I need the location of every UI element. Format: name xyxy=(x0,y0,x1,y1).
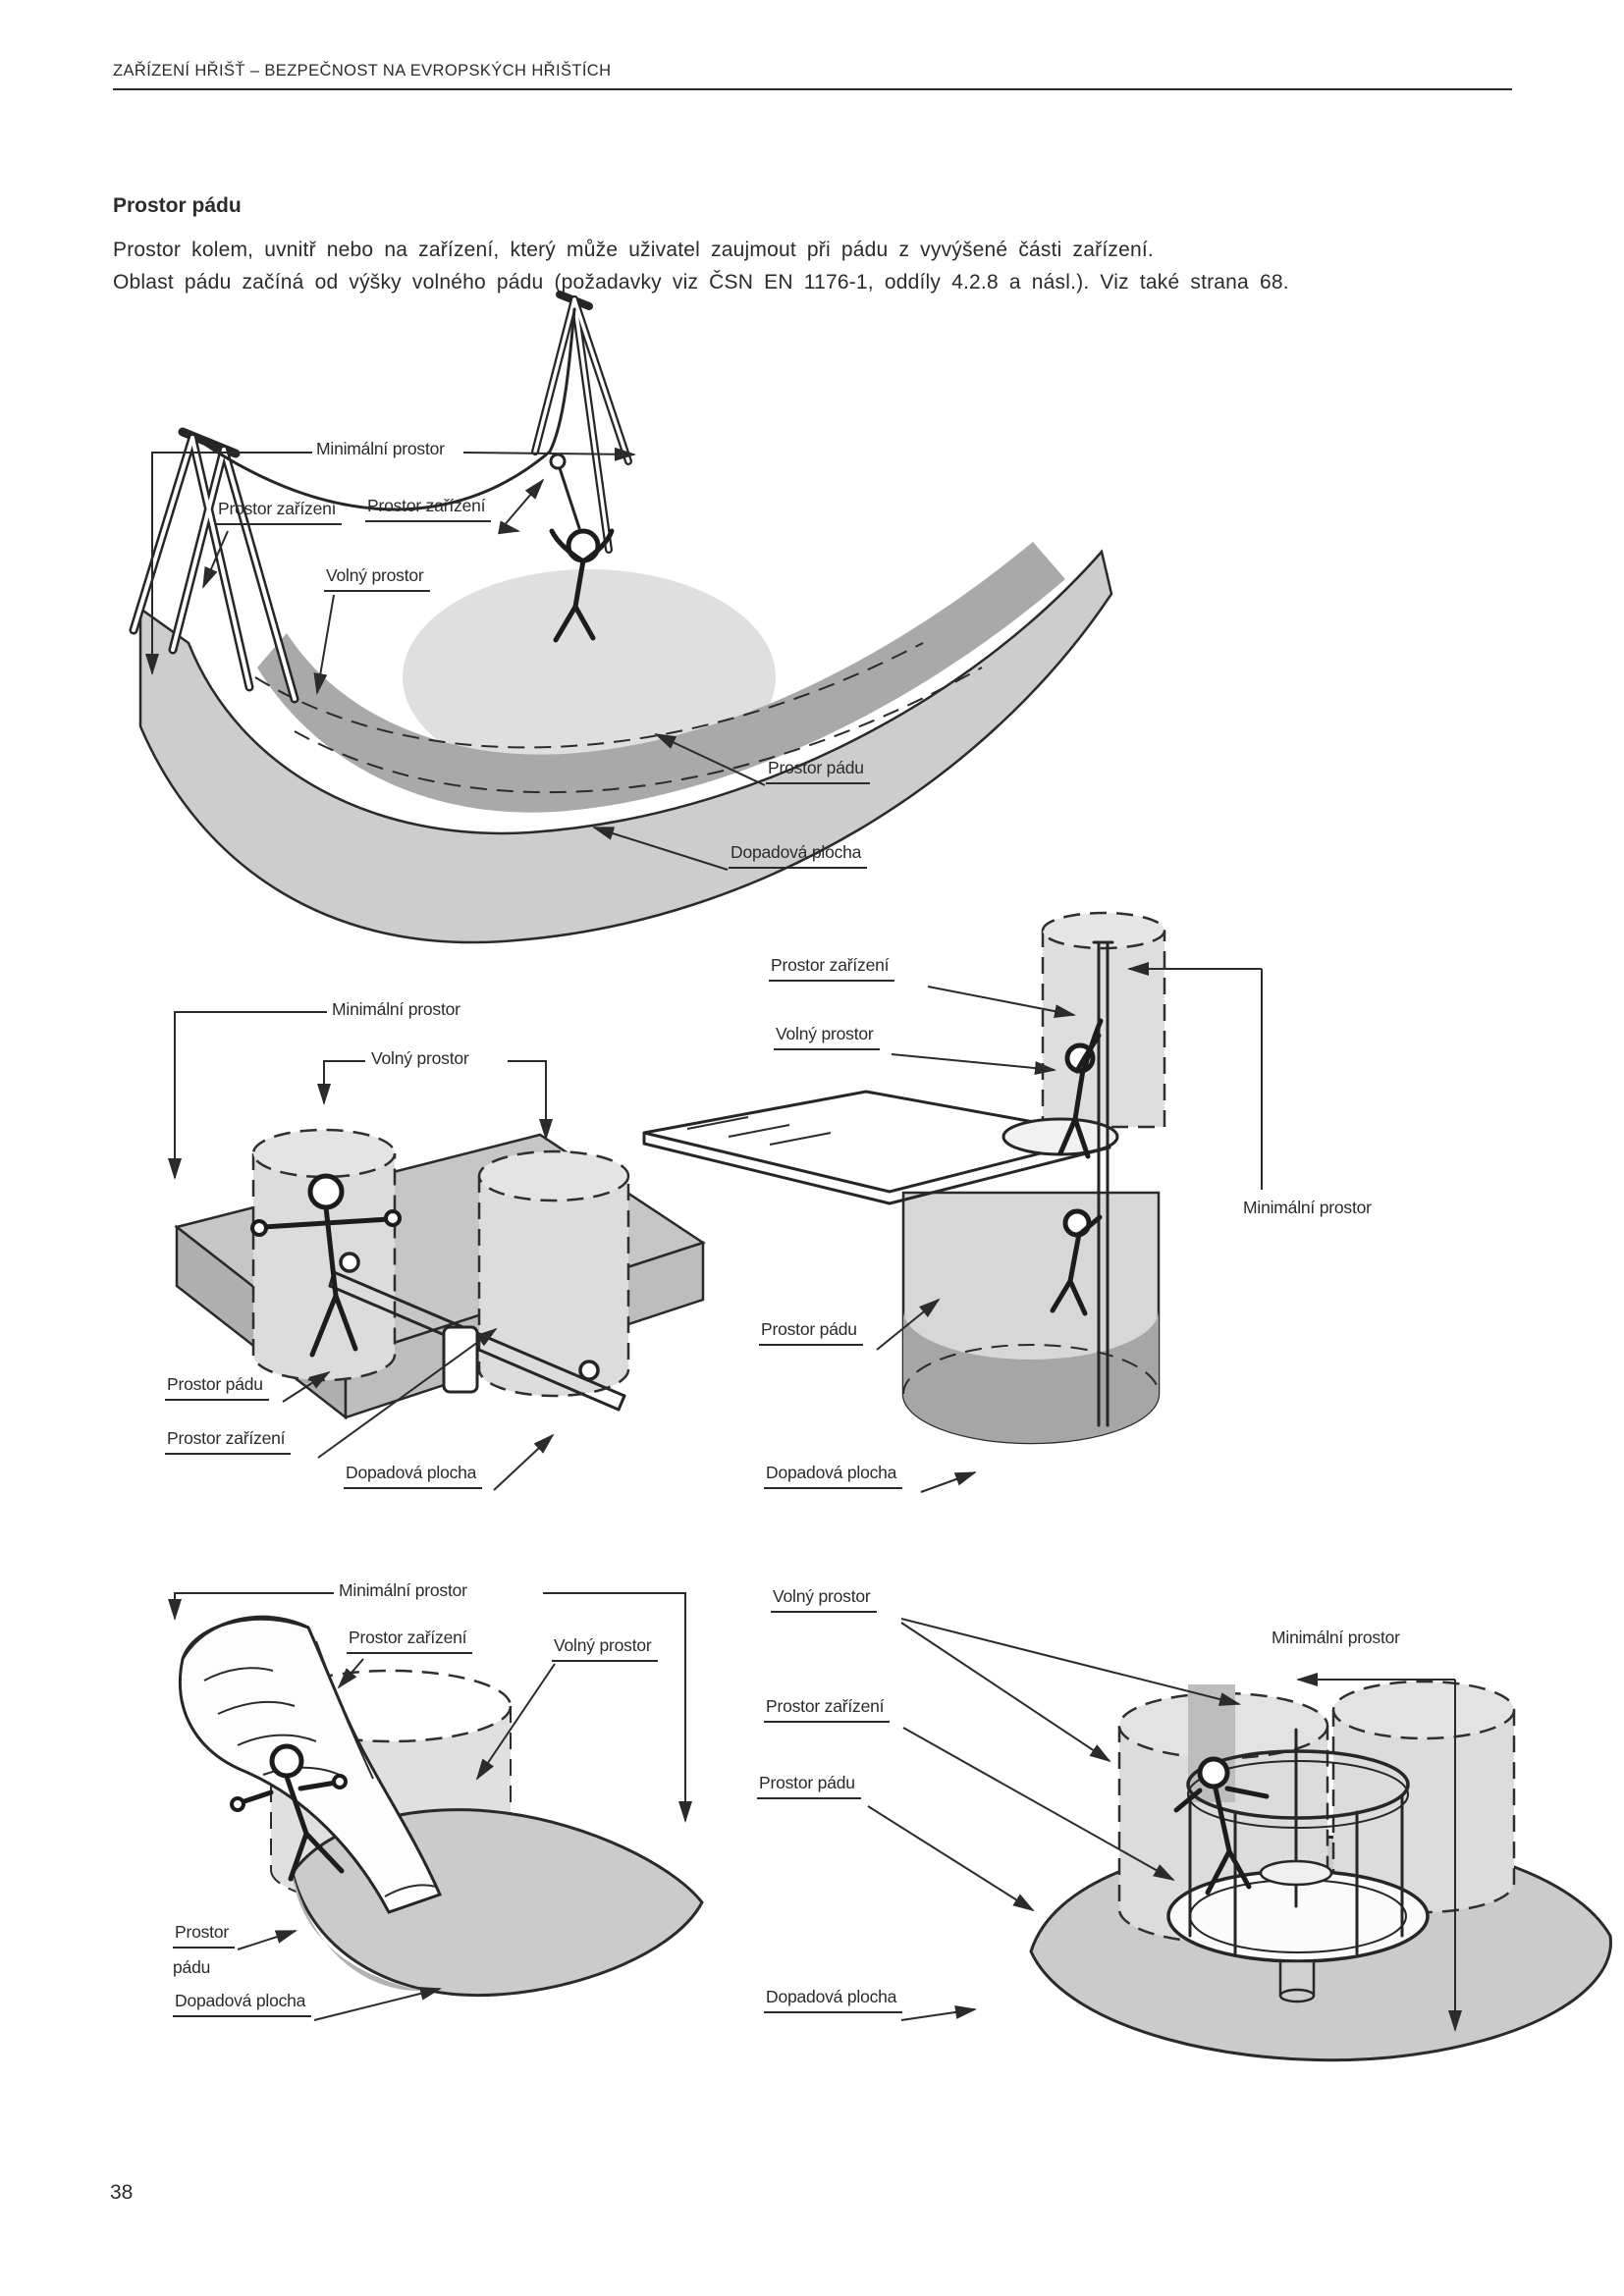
label-equipment-space-d2: Prostor zařízení xyxy=(165,1428,291,1455)
free-space-column xyxy=(1043,931,1164,1127)
label-impact-area-d2: Dopadová plocha xyxy=(344,1463,482,1489)
trolley-rope xyxy=(560,468,579,528)
free-space-cylinder-right-top xyxy=(1333,1682,1514,1738)
label-minimal-space-d5: Minimální prostor xyxy=(1272,1628,1400,1647)
free-space-cylinder-right-top xyxy=(479,1151,628,1201)
label-impact-area-d5: Dopadová plocha xyxy=(764,1987,902,2013)
free-space-cylinder-right xyxy=(479,1176,628,1396)
label-falling-space-d2: Prostor pádu xyxy=(165,1374,269,1401)
label-equipment-space-d5: Prostor zařízení xyxy=(764,1696,890,1723)
label-impact-area-d1: Dopadová plocha xyxy=(729,842,867,869)
label-falling-space-line2-d4: pádu xyxy=(173,1957,211,1977)
label-impact-area-d4: Dopadová plocha xyxy=(173,1991,311,2017)
label-free-space-d3: Volný prostor xyxy=(774,1024,880,1050)
label-falling-space-d5: Prostor pádu xyxy=(757,1773,861,1799)
trolley xyxy=(551,454,565,468)
diagram-aerial-runway xyxy=(134,294,1111,942)
label-equipment-space-right-d1: Prostor zařízení xyxy=(365,496,491,522)
label-free-space-d4: Volný prostor xyxy=(552,1635,658,1662)
seesaw-handle-left xyxy=(341,1254,358,1271)
label-minimal-space-d1: Minimální prostor xyxy=(316,439,445,458)
label-free-space-d5: Volný prostor xyxy=(771,1586,877,1613)
label-minimal-space-d4: Minimální prostor xyxy=(339,1580,467,1600)
free-space-cylinder-left-top xyxy=(253,1130,395,1177)
label-falling-space-d1: Prostor pádu xyxy=(766,758,870,784)
label-minimal-space-d2: Minimální prostor xyxy=(332,999,460,1019)
page-number: 38 xyxy=(110,2181,134,2204)
label-falling-space-d3: Prostor pádu xyxy=(759,1319,863,1346)
seesaw-pivot xyxy=(444,1327,477,1392)
label-free-space-d2: Volný prostor xyxy=(371,1048,469,1068)
body-text-line-2: Oblast pádu začíná od výšky volného pádu (požadavky viz ČSN EN 1176-1, oddíly 4.2.8 a násl.). Viz také strana 68. xyxy=(113,271,1289,294)
label-impact-area-d3: Dopadová plocha xyxy=(764,1463,902,1489)
seesaw-handle-right xyxy=(580,1362,598,1379)
label-falling-space-line1-d4: Prostor xyxy=(173,1922,235,1949)
cable xyxy=(201,309,574,509)
carousel-hub xyxy=(1261,1861,1331,1885)
diagram-carousel xyxy=(868,1619,1610,2060)
section-title: Prostor pádu xyxy=(113,194,242,217)
page-header: ZAŘÍZENÍ HŘIŠŤ – BEZPEČNOST NA EVROPSKÝCH HŘIŠTÍCH xyxy=(113,62,612,80)
label-equipment-space-d3: Prostor zařízení xyxy=(769,955,894,982)
label-free-space-d1: Volný prostor xyxy=(324,565,430,592)
label-minimal-space-d3: Minimální prostor xyxy=(1243,1198,1372,1217)
label-equipment-space-d4: Prostor zařízení xyxy=(347,1628,472,1654)
body-text-line-1: Prostor kolem, uvnitř nebo na zařízení, který může uživatel zaujmout při pádu z vyvýšené části zařízení. xyxy=(113,239,1154,261)
diagram-seesaw xyxy=(175,1012,703,1490)
diagram-firemans-pole xyxy=(644,913,1262,1492)
carousel-base-cylinder-bottom xyxy=(1280,1990,1314,2002)
label-equipment-space-left-d1: Prostor zařízení xyxy=(216,499,342,525)
